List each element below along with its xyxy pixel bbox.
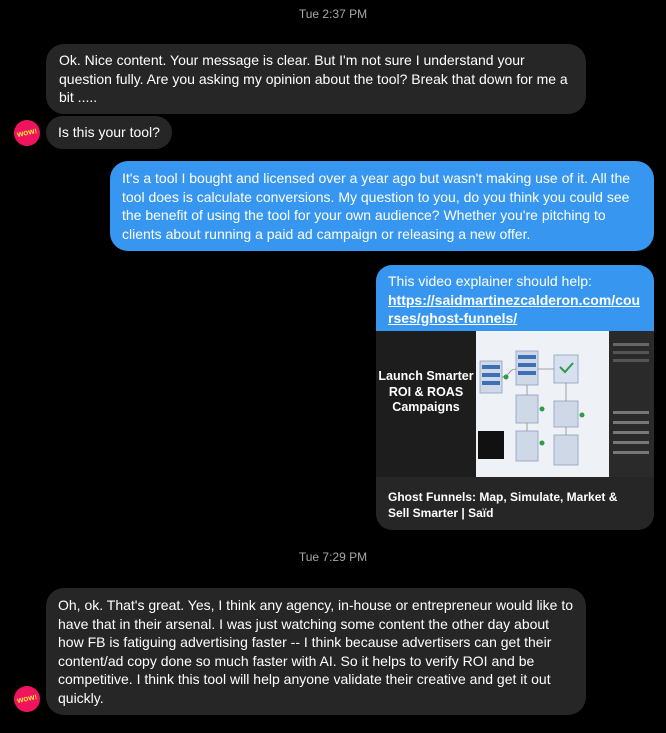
avatar[interactable] [14, 686, 40, 712]
thumbnail-funnel-diagram [476, 331, 609, 477]
message-text: Is this your tool? [58, 124, 160, 140]
avatar-logo: WOW! [16, 693, 38, 705]
incoming-message[interactable] [46, 588, 586, 715]
link-preview-title[interactable]: Ghost Funnels: Map, Simulate, Market & Sell Smarter | Saïd [388, 490, 618, 520]
thumbnail-sidebar [609, 331, 654, 477]
funnel-diagram-icon [476, 331, 609, 477]
message-text: It's a tool I bought and licensed over a year ago but wasn't making use of it. All the tool does is calculate conversions. My question to you, do you think you could see the benefit of using the tool for your own audience? Whether you're pitching to clients about running a paid ad campaign or releasing a new offer. [122, 170, 631, 242]
incoming-message[interactable] [46, 116, 172, 149]
sidebar-stats-icon [609, 331, 654, 477]
message-link[interactable]: https://saidmartinezcalderon.com/courses/ghost-funnels/ [388, 291, 641, 326]
avatar-logo: WOW! [16, 127, 38, 139]
thumbnail-left-panel [376, 331, 476, 477]
link-preview-thumbnail[interactable] [376, 331, 654, 477]
timestamp: Tue 2:37 PM [298, 7, 368, 21]
message-text: Ok. Nice content. Your message is clear. But I'm not sure I understand your question fully. Are you asking my opinion about the tool? Break that down for me a bit ..... [59, 52, 568, 105]
outgoing-message[interactable] [110, 161, 654, 251]
message-text: Oh, ok. That's great. Yes, I think any agency, in-house or entrepreneur would like to have that in their arsenal. I was just watching some content the other day about how FB is fatiguing advertising faster -- I think because advertisers can get their content/ad copy done so much faster with AI. So it helps to verify ROI and be competitive. I think this tool will help anyone validate their creative and get it out quickly. [58, 597, 574, 706]
message-text: This video explainer should help: [388, 273, 592, 289]
link-share-header [376, 265, 654, 331]
avatar[interactable] [14, 120, 40, 146]
thumbnail-headline: Launch Smarter ROI & ROAS Campaigns [378, 369, 474, 414]
link-share-message[interactable] [376, 265, 654, 530]
incoming-message[interactable] [46, 44, 586, 114]
timestamp: Tue 7:29 PM [298, 550, 368, 564]
